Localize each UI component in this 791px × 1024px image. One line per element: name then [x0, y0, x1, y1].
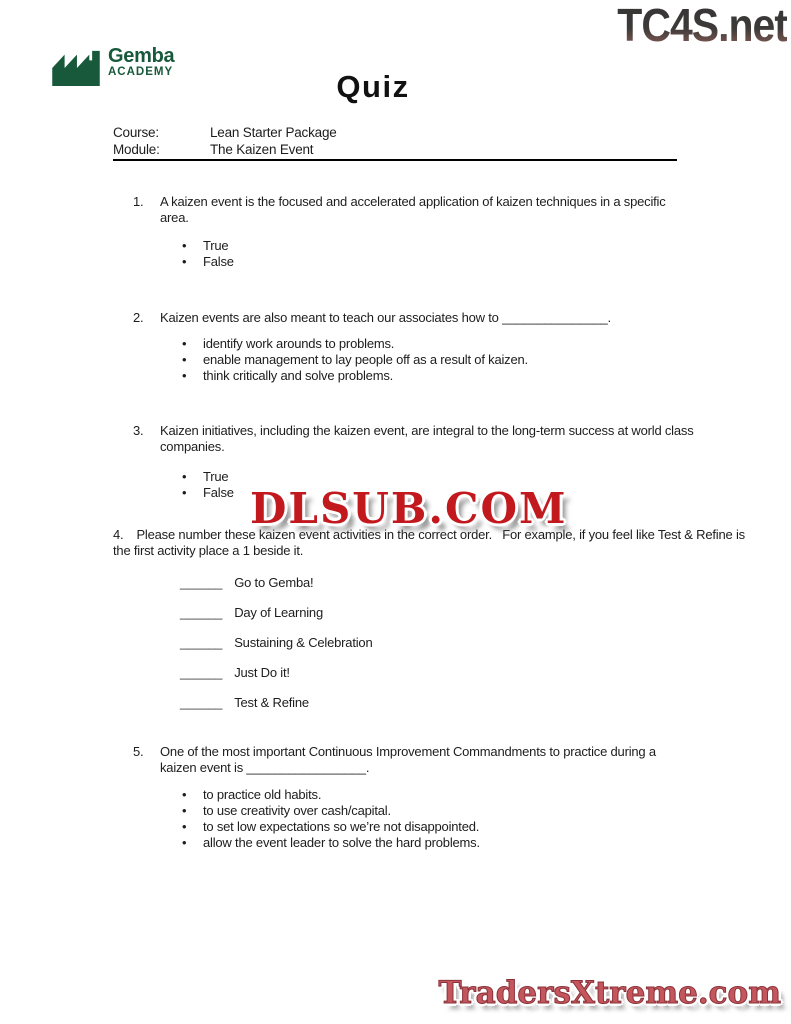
course-label: Course:: [113, 125, 159, 140]
question-number: 3.: [133, 423, 144, 438]
module-label: Module:: [113, 142, 160, 157]
module-value: The Kaizen Event: [210, 142, 314, 157]
ordering-item: [180, 635, 758, 651]
question-1: [133, 194, 753, 270]
option-label: think critically and solve problems.: [203, 368, 394, 383]
blank-line[interactable]: ______: [180, 665, 223, 680]
question-4: [113, 527, 758, 711]
blank-line[interactable]: ______: [180, 575, 223, 590]
option-label: False: [203, 254, 234, 269]
bullet-icon: [182, 368, 203, 384]
ordering-item-label: Go to Gemba!: [234, 575, 314, 590]
ordering-item-label: Sustaining & Celebration: [234, 635, 373, 650]
bullet-icon: [182, 336, 203, 352]
question-number: 1.: [133, 194, 144, 209]
ordering-item: [180, 665, 758, 681]
answer-options: [160, 787, 682, 851]
bullet-icon: [182, 352, 203, 368]
option-label: False: [203, 485, 234, 500]
course-row: [113, 124, 677, 141]
answer-option: [160, 803, 682, 819]
ordering-item-label: Test & Refine: [234, 695, 309, 710]
answer-option: [160, 336, 611, 352]
tradersxtreme-watermark: TradersXtreme.com: [438, 975, 781, 1011]
question-number: 4.: [113, 527, 124, 542]
blank-line[interactable]: ______: [180, 635, 223, 650]
answer-option: [160, 835, 682, 851]
header-divider: [113, 159, 677, 161]
question-number: 5.: [133, 744, 144, 759]
question-5: [133, 744, 753, 851]
bullet-icon: [182, 485, 203, 501]
option-label: True: [203, 469, 229, 484]
bullet-icon: [182, 254, 203, 270]
answer-options: [160, 336, 611, 384]
answer-option: [160, 352, 611, 368]
option-label: to set low expectations so we’re not disappointed.: [203, 819, 480, 834]
ordering-item-label: Just Do it!: [234, 665, 290, 680]
question-number: 2.: [133, 310, 144, 325]
answer-option: [160, 254, 690, 270]
ordering-item: [180, 695, 758, 711]
answer-options: [160, 238, 690, 270]
option-label: to use creativity over cash/capital.: [203, 803, 391, 818]
logo-subname: ACADEMY: [108, 66, 174, 78]
course-value: Lean Starter Package: [210, 125, 337, 140]
answer-option: [160, 238, 690, 254]
option-label: allow the event leader to solve the hard problems.: [203, 835, 480, 850]
answer-option: [160, 819, 682, 835]
option-label: True: [203, 238, 229, 253]
question-text: Please number these kaizen event activities in the correct order. For example, if you feel like Test & Refine is the first activity place a 1 beside it.: [113, 527, 749, 558]
answer-option: [160, 368, 611, 384]
ordering-item: [180, 605, 758, 621]
factory-icon: [50, 46, 102, 86]
tc4s-watermark: TC4S.net: [617, 0, 787, 52]
ordering-item: [180, 575, 758, 591]
bullet-icon: [182, 469, 203, 485]
option-label: enable management to lay people off as a result of kaizen.: [203, 352, 528, 367]
ordering-items: [113, 575, 758, 711]
bullet-icon: [182, 819, 203, 835]
question-text: Kaizen events are also meant to teach our associates how to _______________.: [160, 310, 611, 325]
answer-option: [160, 787, 682, 803]
question-text: One of the most important Continuous Improvement Commandments to practice during a kaizen event is _________________.: [160, 744, 660, 775]
ordering-item-label: Day of Learning: [234, 605, 323, 620]
question-text: Kaizen initiatives, including the kaizen event, are integral to the long-term success at world class companies.: [160, 423, 697, 454]
option-label: to practice old habits.: [203, 787, 322, 802]
answer-option: [160, 469, 712, 485]
blank-line[interactable]: ______: [180, 605, 223, 620]
question-text: A kaizen event is the focused and accelerated application of kaizen techniques in a specific area.: [160, 194, 669, 225]
bullet-icon: [182, 238, 203, 254]
option-label: identify work arounds to problems.: [203, 336, 395, 351]
course-info: [113, 124, 677, 158]
logo-name: Gemba: [108, 45, 175, 67]
bullet-icon: [182, 787, 203, 803]
dlsub-watermark: DLSUB.COM: [250, 484, 568, 533]
module-row: [113, 141, 677, 158]
bullet-icon: [182, 803, 203, 819]
bullet-icon: [182, 835, 203, 851]
question-2: [133, 310, 753, 384]
page-title: Quiz: [336, 68, 410, 104]
blank-line[interactable]: ______: [180, 695, 223, 710]
